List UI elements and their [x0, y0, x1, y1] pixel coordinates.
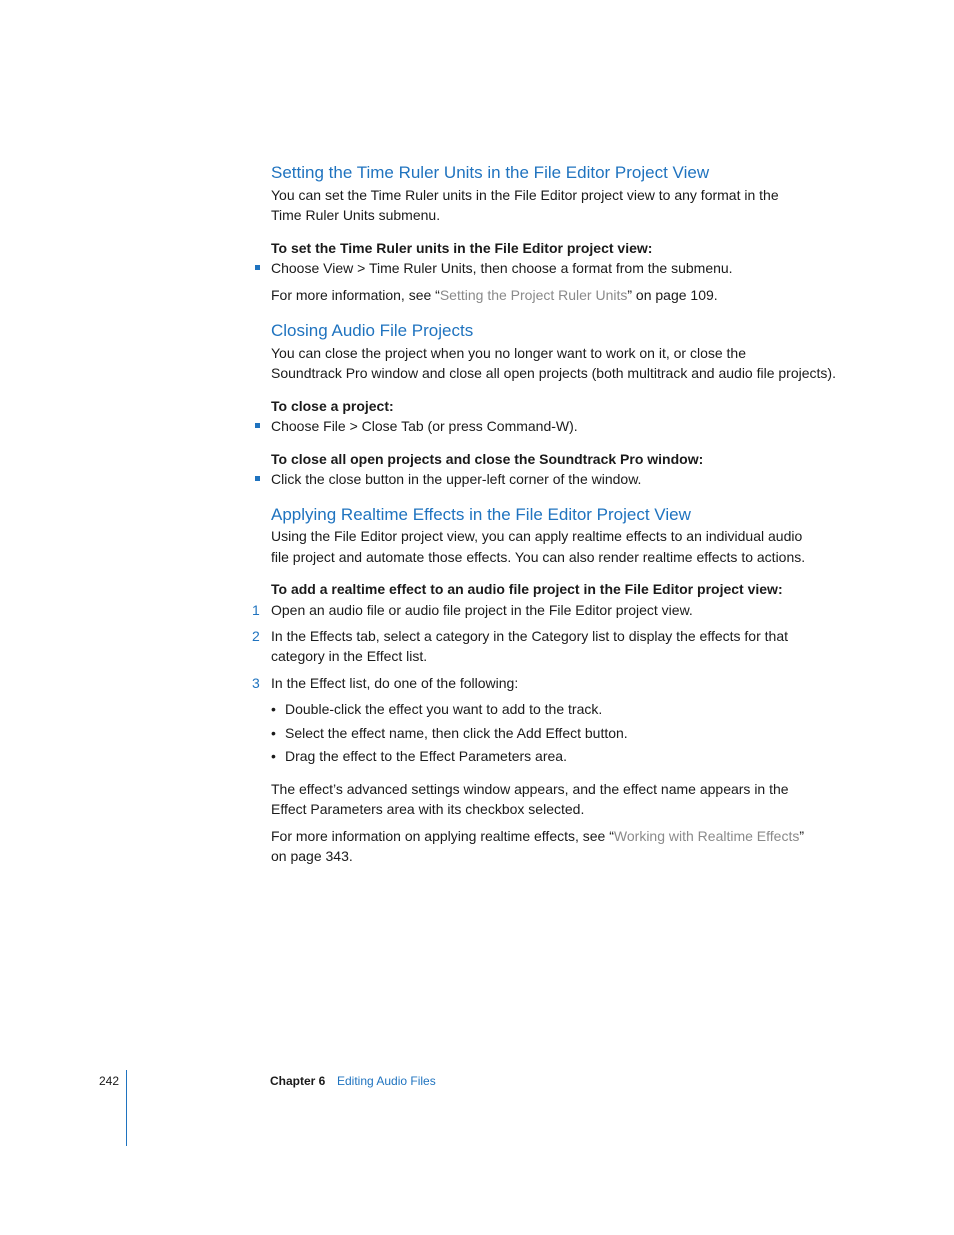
more-info-prefix: For more information on applying realtime effects, see “: [271, 828, 614, 844]
bullet-item: Choose File > Close Tab (or press Command-W).: [271, 418, 578, 434]
step-text: Open an audio file or audio file project in the File Editor project view.: [271, 602, 693, 618]
more-info-prefix: For more information, see “: [271, 287, 440, 303]
step-number: 2: [252, 628, 260, 644]
more-info-suffix: ” on page 109.: [627, 287, 718, 303]
section-heading-realtime-effects: Applying Realtime Effects in the File Editor Project View: [271, 505, 691, 524]
more-info-line: [271, 826, 804, 846]
section-paragraph: You can set the Time Ruler units in the File Editor project view to any format in the: [271, 187, 779, 203]
section-heading-time-ruler: Setting the Time Ruler Units in the File Editor Project View: [271, 163, 710, 182]
footer-divider: [126, 1070, 127, 1146]
bullet-square-icon: [255, 265, 260, 270]
result-paragraph: The effect’s advanced settings window appears, and the effect name appears in the: [271, 781, 789, 797]
page-number: 242: [99, 1074, 120, 1088]
sub-bullet-dot: •: [271, 725, 276, 741]
task-heading: To close a project:: [271, 398, 394, 414]
bullet-item: Choose View > Time Ruler Units, then choose a format from the submenu.: [271, 260, 733, 276]
section-heading-closing-projects: Closing Audio File Projects: [271, 321, 474, 340]
section-paragraph: You can close the project when you no longer want to work on it, or close the: [271, 345, 746, 361]
task-heading: To add a realtime effect to an audio file project in the File Editor project view:: [271, 581, 783, 597]
bullet-item: Click the close button in the upper-left corner of the window.: [271, 471, 642, 487]
step-text: In the Effect list, do one of the following:: [271, 675, 519, 691]
sub-bullet-item: Drag the effect to the Effect Parameters area.: [285, 748, 567, 764]
more-info-line-continued: on page 343.: [271, 848, 353, 864]
section-paragraph: file project and automate those effects. You can also render realtime effects to actions.: [271, 549, 806, 565]
bullet-square-icon: [255, 476, 260, 481]
section-paragraph: Using the File Editor project view, you can apply realtime effects to an individual audio: [271, 528, 803, 544]
step-number: 1: [252, 602, 260, 618]
sub-bullet-dot: •: [271, 701, 276, 717]
footer-chapter: Chapter 6: [270, 1074, 326, 1088]
result-paragraph: Effect Parameters area with its checkbox selected.: [271, 801, 585, 817]
more-info-suffix: ”: [799, 828, 805, 844]
bullet-square-icon: [255, 423, 260, 428]
section-paragraph: Soundtrack Pro window and close all open projects (both multitrack and audio file projects).: [271, 365, 836, 381]
task-heading: To set the Time Ruler units in the File Editor project view:: [271, 240, 653, 256]
sub-bullet-dot: •: [271, 748, 276, 764]
footer-chapter-title[interactable]: Editing Audio Files: [337, 1074, 436, 1088]
step-text: category in the Effect list.: [271, 648, 428, 664]
sub-bullet-item: Select the effect name, then click the Add Effect button.: [285, 725, 628, 741]
task-heading: To close all open projects and close the Soundtrack Pro window:: [271, 451, 704, 467]
cross-reference-link[interactable]: Working with Realtime Effects: [613, 828, 800, 844]
sub-bullet-item: Double-click the effect you want to add to the track.: [285, 701, 603, 717]
step-text: In the Effects tab, select a category in the Category list to display the effects for that: [271, 628, 788, 644]
step-number: 3: [252, 675, 260, 691]
cross-reference-link[interactable]: Setting the Project Ruler Units: [439, 287, 628, 303]
more-info-line: [271, 285, 718, 305]
section-paragraph: Time Ruler Units submenu.: [271, 207, 441, 223]
